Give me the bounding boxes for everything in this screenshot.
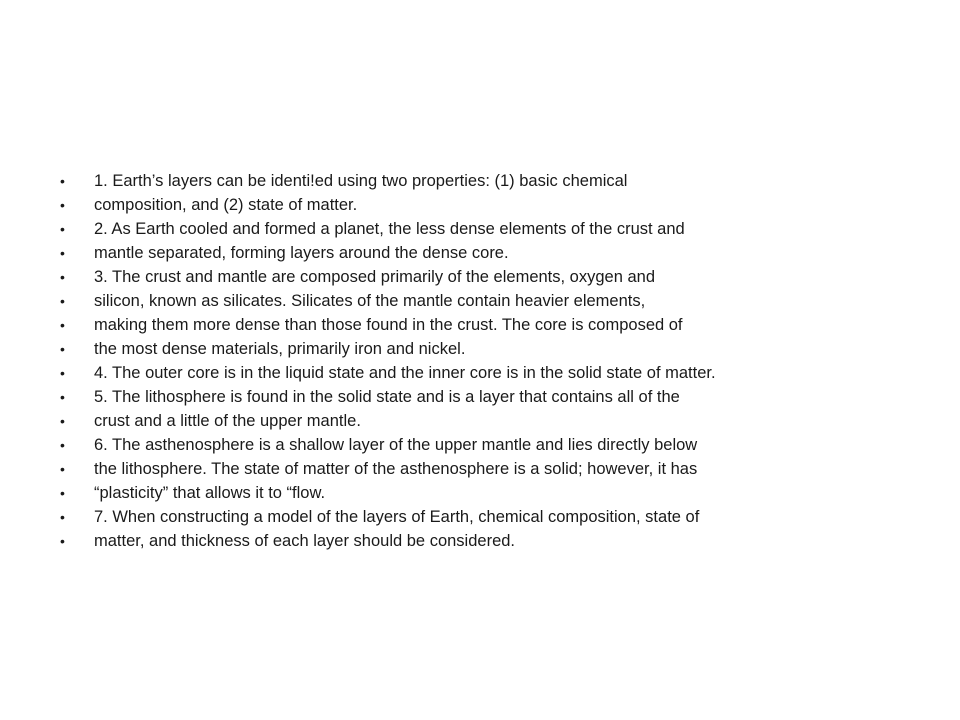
bullet-line — [60, 289, 940, 313]
bullet-line — [60, 457, 940, 481]
bullet-line — [60, 265, 940, 289]
bullet-line — [60, 433, 940, 457]
bullet-text: 5. The lithosphere is found in the solid state and is a layer that contains all of the — [94, 388, 680, 406]
bullet-text: 4. The outer core is in the liquid state and the inner core is in the solid state of matter. — [94, 364, 716, 382]
bullet-text: crust and a little of the upper mantle. — [94, 412, 361, 430]
bullet-icon: • — [60, 485, 65, 501]
bullet-text: mantle separated, forming layers around the dense core. — [94, 244, 509, 262]
bullet-text: the lithosphere. The state of matter of the asthenosphere is a solid; however, it has — [94, 460, 698, 478]
bullet-line — [60, 217, 940, 241]
bullet-line — [60, 529, 940, 553]
bullet-line — [60, 337, 940, 361]
bullet-line — [60, 241, 940, 265]
bullet-icon: • — [60, 413, 65, 429]
bullet-icon: • — [60, 509, 65, 525]
bullet-icon: • — [60, 269, 65, 285]
bullet-text: 3. The crust and mantle are composed primarily of the elements, oxygen and — [94, 268, 655, 286]
bullet-text: 7. When constructing a model of the layers of Earth, chemical composition, state of — [94, 508, 700, 526]
bullet-icon: • — [60, 197, 65, 213]
bullet-line — [60, 169, 940, 193]
bullet-icon: • — [60, 341, 65, 357]
bullet-text: 2. As Earth cooled and formed a planet, the less dense elements of the crust and — [94, 220, 685, 238]
bullet-list — [60, 169, 940, 553]
bullet-icon: • — [60, 221, 65, 237]
bullet-icon: • — [60, 389, 65, 405]
bullet-text: 6. The asthenosphere is a shallow layer of the upper mantle and lies directly below — [94, 436, 698, 454]
bullet-icon: • — [60, 461, 65, 477]
bullet-text: composition, and (2) state of matter. — [94, 196, 358, 214]
bullet-line — [60, 409, 940, 433]
bullet-icon: • — [60, 533, 65, 549]
bullet-line — [60, 385, 940, 409]
bullet-line — [60, 481, 940, 505]
bullet-text: 1. Earth’s layers can be identi!ed using two properties: (1) basic chemical — [94, 172, 628, 190]
bullet-text: silicon, known as silicates. Silicates of the mantle contain heavier elements, — [94, 292, 646, 310]
bullet-icon: • — [60, 293, 65, 309]
bullet-text: making them more dense than those found in the crust. The core is composed of — [94, 316, 683, 334]
bullet-text: matter, and thickness of each layer should be considered. — [94, 532, 515, 550]
bullet-icon: • — [60, 365, 65, 381]
bullet-icon: • — [60, 317, 65, 333]
bullet-line — [60, 505, 940, 529]
bullet-icon: • — [60, 437, 65, 453]
bullet-icon: • — [60, 173, 65, 189]
bullet-icon: • — [60, 245, 65, 261]
bullet-line — [60, 361, 940, 385]
bullet-line — [60, 193, 940, 217]
bullet-line — [60, 313, 940, 337]
bullet-text: “plasticity” that allows it to “flow. — [94, 484, 326, 502]
bullet-text: the most dense materials, primarily iron and nickel. — [94, 340, 466, 358]
